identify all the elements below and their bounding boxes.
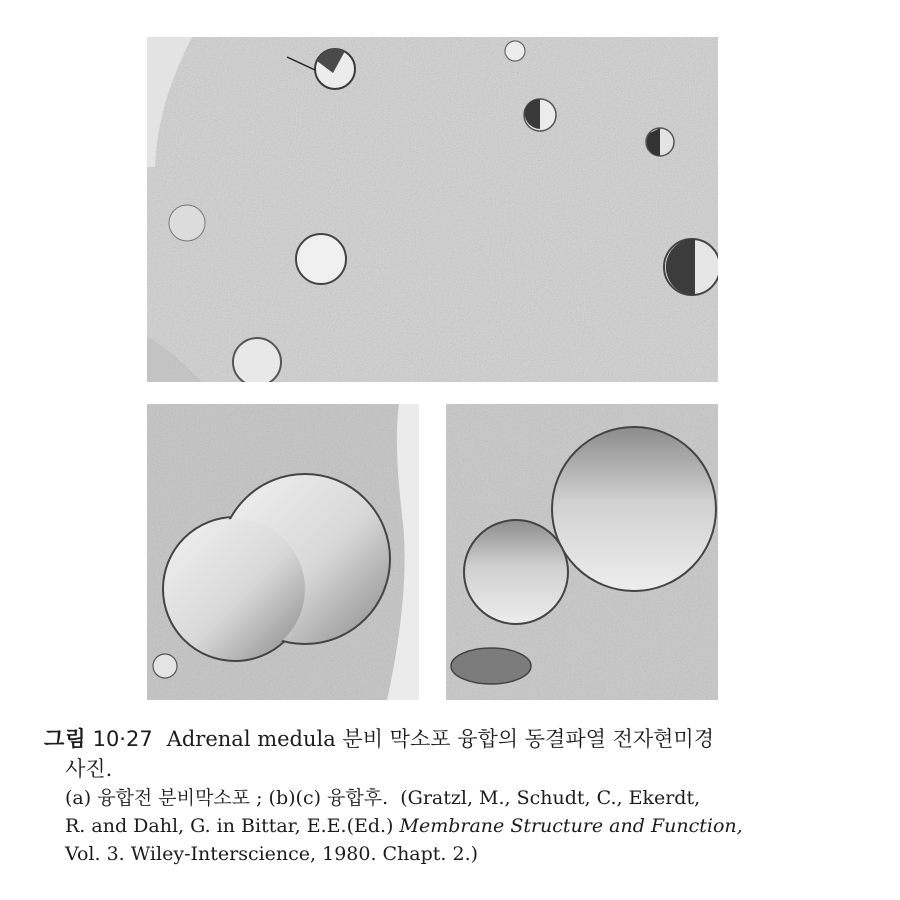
reference-authors: (Gratzl, M., Schudt, C., Ekerdt, [400,787,701,809]
figure-title: Adrenal medula 분비 막소포 융합의 동결파열 전자현미경 [166,727,714,751]
caption-title-line [44,724,874,754]
figure-number: 10·27 [92,727,153,751]
micrograph-panel-b [147,404,419,700]
panel-description: (a) 융합전 분비막소포 ; (b)(c) 융합후. [65,787,389,809]
reference-editors: R. and Dahl, G. in Bittar, E.E.(Ed.) [65,815,394,837]
figure-caption [44,724,874,868]
reference-line-3: Vol. 3. Wiley-Interscience, 1980. Chapt. 2.) [65,843,479,865]
figure-label: 그림 [44,727,87,751]
micrograph-panel-c [446,404,718,700]
caption-panels-line [44,784,874,812]
reference-book-title: Membrane Structure and Function, [399,815,743,837]
micrograph-panel-a [147,37,718,382]
reference-line-2 [44,812,874,840]
figure-title-continued: 사진. [65,757,113,781]
